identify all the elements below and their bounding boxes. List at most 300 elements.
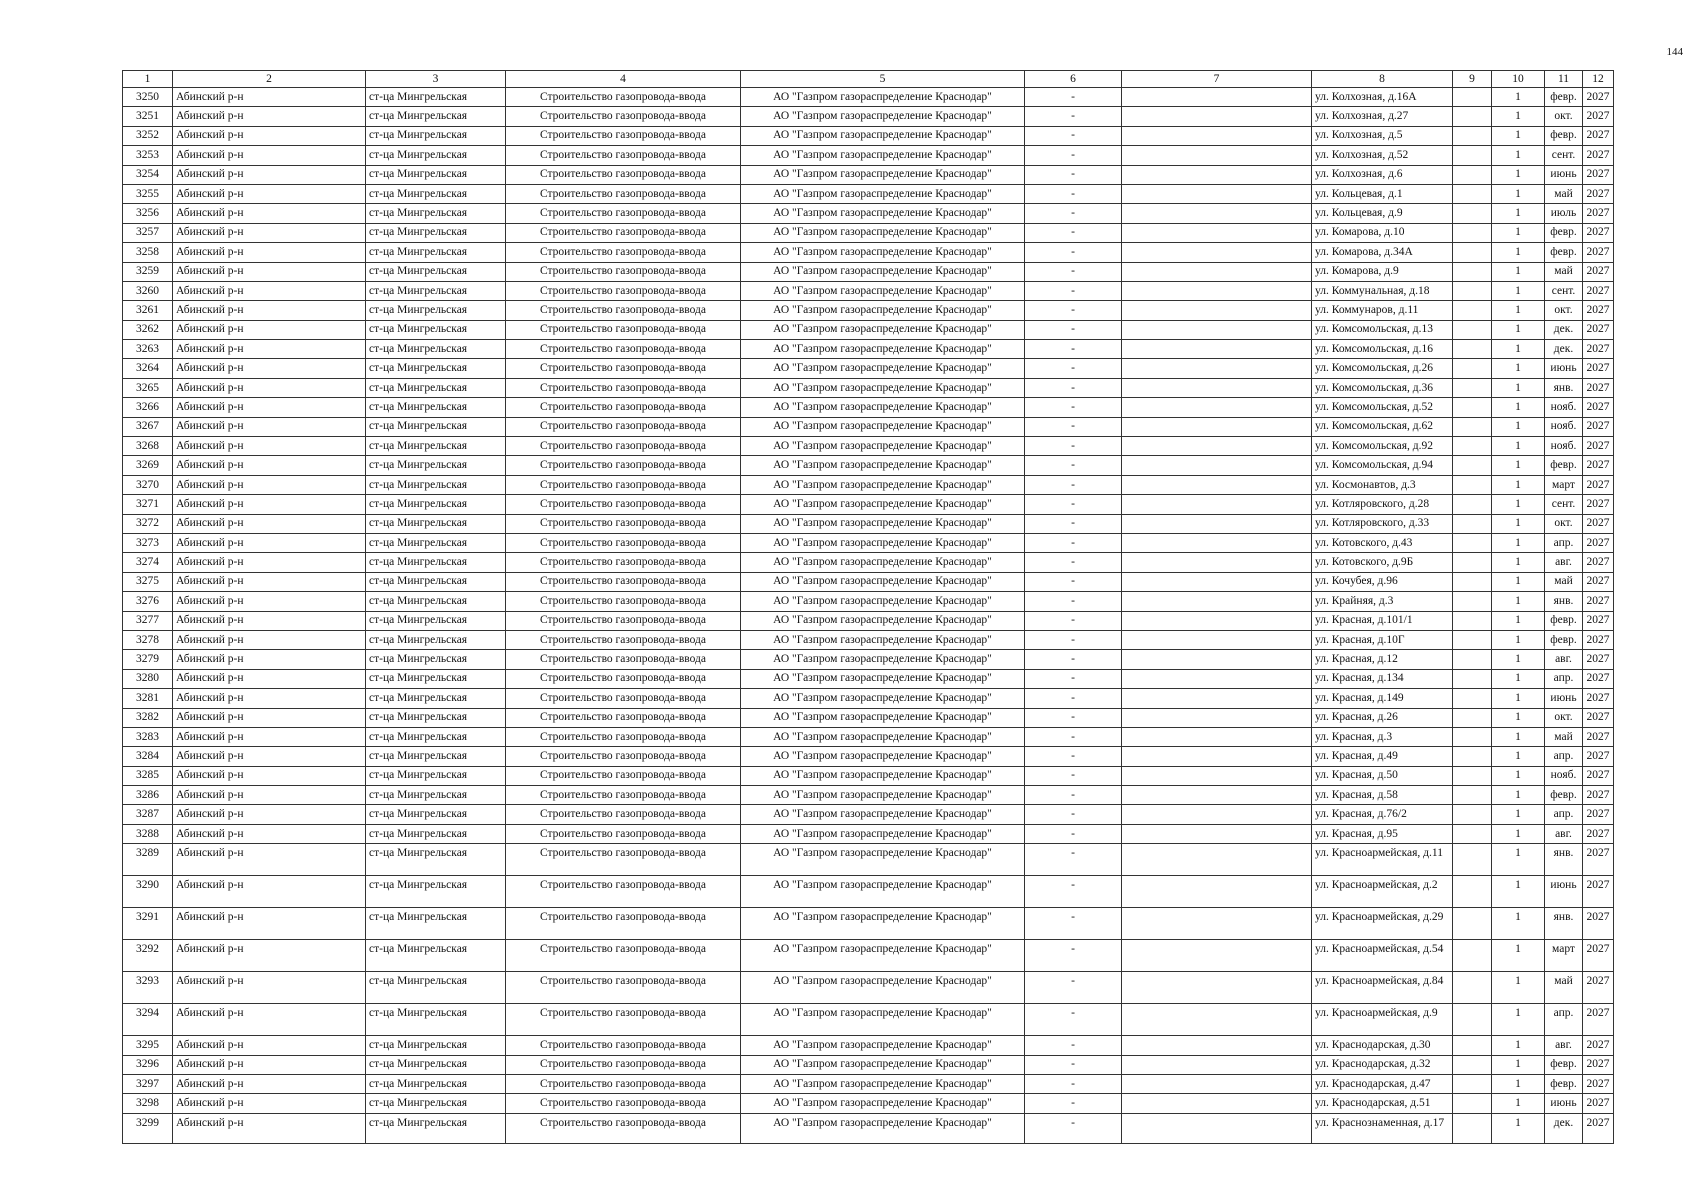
district-cell: Абинский р-н (173, 908, 366, 940)
year-cell: 2027 (1583, 243, 1614, 262)
district-cell: Абинский р-н (173, 1094, 366, 1113)
column-9-cell (1453, 223, 1492, 242)
table-row (123, 1113, 1614, 1143)
work-type-cell: Строительство газопровода-ввода (506, 669, 741, 688)
settlement-cell: ст-ца Мингрельская (366, 456, 506, 475)
address-cell: ул. Комсомольская, д.52 (1312, 398, 1453, 417)
settlement-cell: ст-ца Мингрельская (366, 611, 506, 630)
address-cell: ул. Котляровского, д.33 (1312, 514, 1453, 533)
district-cell: Абинский р-н (173, 844, 366, 876)
column-header: 3 (366, 71, 506, 88)
quantity-cell: 1 (1492, 940, 1545, 972)
district-cell: Абинский р-н (173, 243, 366, 262)
year-cell: 2027 (1583, 908, 1614, 940)
column-9-cell (1453, 572, 1492, 591)
district-cell: Абинский р-н (173, 398, 366, 417)
year-cell: 2027 (1583, 301, 1614, 320)
column-9-cell (1453, 1113, 1492, 1143)
column-7-cell (1122, 747, 1312, 766)
address-cell: ул. Коммунаров, д.11 (1312, 301, 1453, 320)
quantity-cell: 1 (1492, 708, 1545, 727)
table-row (123, 592, 1614, 611)
column-6-cell: - (1025, 340, 1122, 359)
settlement-cell: ст-ца Мингрельская (366, 378, 506, 397)
column-7-cell (1122, 708, 1312, 727)
quantity-cell: 1 (1492, 689, 1545, 708)
work-type-cell: Строительство газопровода-ввода (506, 165, 741, 184)
district-cell: Абинский р-н (173, 805, 366, 824)
column-7-cell (1122, 1004, 1312, 1036)
column-6-cell: - (1025, 727, 1122, 746)
column-9-cell (1453, 630, 1492, 649)
year-cell: 2027 (1583, 184, 1614, 203)
settlement-cell: ст-ца Мингрельская (366, 747, 506, 766)
district-cell: Абинский р-н (173, 592, 366, 611)
quantity-cell: 1 (1492, 184, 1545, 203)
work-type-cell: Строительство газопровода-ввода (506, 786, 741, 805)
column-header: 9 (1453, 71, 1492, 88)
year-cell: 2027 (1583, 281, 1614, 300)
column-9-cell (1453, 650, 1492, 669)
row-number-cell: 3256 (123, 204, 173, 223)
year-cell: 2027 (1583, 611, 1614, 630)
column-header: 4 (506, 71, 741, 88)
district-cell: Абинский р-н (173, 223, 366, 242)
organization-cell: АО "Газпром газораспределение Краснодар" (741, 204, 1025, 223)
quantity-cell: 1 (1492, 592, 1545, 611)
month-cell: май (1545, 727, 1583, 746)
organization-cell: АО "Газпром газораспределение Краснодар" (741, 223, 1025, 242)
address-cell: ул. Красноармейская, д.9 (1312, 1004, 1453, 1036)
district-cell: Абинский р-н (173, 184, 366, 203)
month-cell: июнь (1545, 689, 1583, 708)
address-cell: ул. Красная, д.50 (1312, 766, 1453, 785)
organization-cell: АО "Газпром газораспределение Краснодар" (741, 417, 1025, 436)
quantity-cell: 1 (1492, 727, 1545, 746)
table-row (123, 844, 1614, 876)
month-cell: март (1545, 475, 1583, 494)
year-cell: 2027 (1583, 417, 1614, 436)
settlement-cell: ст-ца Мингрельская (366, 650, 506, 669)
column-7-cell (1122, 805, 1312, 824)
table-row (123, 456, 1614, 475)
column-9-cell (1453, 1004, 1492, 1036)
month-cell: окт. (1545, 708, 1583, 727)
row-number-cell: 3251 (123, 107, 173, 126)
column-9-cell (1453, 417, 1492, 436)
quantity-cell: 1 (1492, 146, 1545, 165)
work-type-cell: Строительство газопровода-ввода (506, 1004, 741, 1036)
column-9-cell (1453, 456, 1492, 475)
year-cell: 2027 (1583, 805, 1614, 824)
column-9-cell (1453, 398, 1492, 417)
work-type-cell: Строительство газопровода-ввода (506, 689, 741, 708)
row-number-cell: 3263 (123, 340, 173, 359)
column-7-cell (1122, 592, 1312, 611)
column-9-cell (1453, 165, 1492, 184)
work-type-cell: Строительство газопровода-ввода (506, 766, 741, 785)
column-6-cell: - (1025, 495, 1122, 514)
column-7-cell (1122, 126, 1312, 145)
organization-cell: АО "Газпром газораспределение Краснодар" (741, 630, 1025, 649)
district-cell: Абинский р-н (173, 204, 366, 223)
settlement-cell: ст-ца Мингрельская (366, 359, 506, 378)
year-cell: 2027 (1583, 146, 1614, 165)
row-number-cell: 3264 (123, 359, 173, 378)
address-cell: ул. Красная, д.3 (1312, 727, 1453, 746)
settlement-cell: ст-ца Мингрельская (366, 824, 506, 843)
year-cell: 2027 (1583, 972, 1614, 1004)
settlement-cell: ст-ца Мингрельская (366, 398, 506, 417)
organization-cell: АО "Газпром газораспределение Краснодар" (741, 340, 1025, 359)
address-cell: ул. Комарова, д.9 (1312, 262, 1453, 281)
register-table (122, 70, 1614, 1144)
address-cell: ул. Красноармейская, д.84 (1312, 972, 1453, 1004)
district-cell: Абинский р-н (173, 1075, 366, 1094)
year-cell: 2027 (1583, 727, 1614, 746)
quantity-cell: 1 (1492, 1075, 1545, 1094)
column-7-cell (1122, 1113, 1312, 1143)
column-7-cell (1122, 940, 1312, 972)
work-type-cell: Строительство газопровода-ввода (506, 456, 741, 475)
month-cell: апр. (1545, 533, 1583, 552)
column-6-cell: - (1025, 320, 1122, 339)
district-cell: Абинский р-н (173, 378, 366, 397)
settlement-cell: ст-ца Мингрельская (366, 876, 506, 908)
year-cell: 2027 (1583, 359, 1614, 378)
month-cell: май (1545, 972, 1583, 1004)
month-cell: февр. (1545, 1075, 1583, 1094)
column-9-cell (1453, 708, 1492, 727)
work-type-cell: Строительство газопровода-ввода (506, 262, 741, 281)
work-type-cell: Строительство газопровода-ввода (506, 475, 741, 494)
column-6-cell: - (1025, 88, 1122, 107)
work-type-cell: Строительство газопровода-ввода (506, 437, 741, 456)
table-row (123, 533, 1614, 552)
address-cell: ул. Красноармейская, д.54 (1312, 940, 1453, 972)
quantity-cell: 1 (1492, 378, 1545, 397)
district-cell: Абинский р-н (173, 320, 366, 339)
month-cell: дек. (1545, 1113, 1583, 1143)
month-cell: февр. (1545, 88, 1583, 107)
work-type-cell: Строительство газопровода-ввода (506, 223, 741, 242)
column-7-cell (1122, 281, 1312, 300)
table-row (123, 727, 1614, 746)
address-cell: ул. Красная, д.101/1 (1312, 611, 1453, 630)
row-number-cell: 3253 (123, 146, 173, 165)
month-cell: май (1545, 572, 1583, 591)
column-6-cell: - (1025, 611, 1122, 630)
column-7-cell (1122, 495, 1312, 514)
column-7-cell (1122, 88, 1312, 107)
table-row (123, 359, 1614, 378)
year-cell: 2027 (1583, 456, 1614, 475)
month-cell: июнь (1545, 1094, 1583, 1113)
quantity-cell: 1 (1492, 630, 1545, 649)
organization-cell: АО "Газпром газораспределение Краснодар" (741, 876, 1025, 908)
district-cell: Абинский р-н (173, 650, 366, 669)
address-cell: ул. Колхозная, д.52 (1312, 146, 1453, 165)
settlement-cell: ст-ца Мингрельская (366, 805, 506, 824)
month-cell: нояб. (1545, 766, 1583, 785)
row-number-cell: 3274 (123, 553, 173, 572)
row-number-cell: 3275 (123, 572, 173, 591)
column-7-cell (1122, 320, 1312, 339)
district-cell: Абинский р-н (173, 281, 366, 300)
column-9-cell (1453, 592, 1492, 611)
quantity-cell: 1 (1492, 514, 1545, 533)
column-header: 12 (1583, 71, 1614, 88)
work-type-cell: Строительство газопровода-ввода (506, 572, 741, 591)
row-number-cell: 3254 (123, 165, 173, 184)
row-number-cell: 3287 (123, 805, 173, 824)
table-row (123, 630, 1614, 649)
address-cell: ул. Красная, д.12 (1312, 650, 1453, 669)
address-cell: ул. Краснодарская, д.32 (1312, 1055, 1453, 1074)
settlement-cell: ст-ца Мингрельская (366, 1094, 506, 1113)
column-9-cell (1453, 281, 1492, 300)
work-type-cell: Строительство газопровода-ввода (506, 844, 741, 876)
table-row (123, 1036, 1614, 1055)
settlement-cell: ст-ца Мингрельская (366, 495, 506, 514)
year-cell: 2027 (1583, 553, 1614, 572)
column-7-cell (1122, 398, 1312, 417)
quantity-cell: 1 (1492, 88, 1545, 107)
column-9-cell (1453, 747, 1492, 766)
column-6-cell: - (1025, 223, 1122, 242)
settlement-cell: ст-ца Мингрельская (366, 592, 506, 611)
month-cell: июнь (1545, 165, 1583, 184)
column-7-cell (1122, 243, 1312, 262)
address-cell: ул. Коммунальная, д.18 (1312, 281, 1453, 300)
work-type-cell: Строительство газопровода-ввода (506, 88, 741, 107)
settlement-cell: ст-ца Мингрельская (366, 340, 506, 359)
column-7-cell (1122, 107, 1312, 126)
address-cell: ул. Комсомольская, д.62 (1312, 417, 1453, 436)
organization-cell: АО "Газпром газораспределение Краснодар" (741, 572, 1025, 591)
settlement-cell: ст-ца Мингрельская (366, 689, 506, 708)
table-row (123, 281, 1614, 300)
column-6-cell: - (1025, 1004, 1122, 1036)
column-6-cell: - (1025, 940, 1122, 972)
table-row (123, 437, 1614, 456)
month-cell: нояб. (1545, 437, 1583, 456)
district-cell: Абинский р-н (173, 972, 366, 1004)
row-number-cell: 3255 (123, 184, 173, 203)
column-6-cell: - (1025, 689, 1122, 708)
work-type-cell: Строительство газопровода-ввода (506, 146, 741, 165)
quantity-cell: 1 (1492, 1055, 1545, 1074)
row-number-cell: 3294 (123, 1004, 173, 1036)
column-7-cell (1122, 184, 1312, 203)
table-row (123, 417, 1614, 436)
address-cell: ул. Красная, д.10Г (1312, 630, 1453, 649)
settlement-cell: ст-ца Мингрельская (366, 262, 506, 281)
column-7-cell (1122, 378, 1312, 397)
year-cell: 2027 (1583, 572, 1614, 591)
column-7-cell (1122, 146, 1312, 165)
organization-cell: АО "Газпром газораспределение Краснодар" (741, 972, 1025, 1004)
column-6-cell: - (1025, 786, 1122, 805)
column-6-cell: - (1025, 243, 1122, 262)
column-6-cell: - (1025, 281, 1122, 300)
district-cell: Абинский р-н (173, 747, 366, 766)
year-cell: 2027 (1583, 165, 1614, 184)
table-row (123, 88, 1614, 107)
column-7-cell (1122, 437, 1312, 456)
quantity-cell: 1 (1492, 747, 1545, 766)
settlement-cell: ст-ца Мингрельская (366, 708, 506, 727)
work-type-cell: Строительство газопровода-ввода (506, 553, 741, 572)
column-6-cell: - (1025, 184, 1122, 203)
quantity-cell: 1 (1492, 553, 1545, 572)
column-9-cell (1453, 844, 1492, 876)
address-cell: ул. Колхозная, д.6 (1312, 165, 1453, 184)
quantity-cell: 1 (1492, 1094, 1545, 1113)
organization-cell: АО "Газпром газораспределение Краснодар" (741, 262, 1025, 281)
month-cell: апр. (1545, 669, 1583, 688)
column-header: 7 (1122, 71, 1312, 88)
table-row (123, 766, 1614, 785)
address-cell: ул. Красная, д.149 (1312, 689, 1453, 708)
column-6-cell: - (1025, 475, 1122, 494)
row-number-cell: 3293 (123, 972, 173, 1004)
address-cell: ул. Краснодарская, д.30 (1312, 1036, 1453, 1055)
work-type-cell: Строительство газопровода-ввода (506, 417, 741, 436)
year-cell: 2027 (1583, 669, 1614, 688)
column-6-cell: - (1025, 824, 1122, 843)
organization-cell: АО "Газпром газораспределение Краснодар" (741, 514, 1025, 533)
district-cell: Абинский р-н (173, 1036, 366, 1055)
work-type-cell: Строительство газопровода-ввода (506, 495, 741, 514)
organization-cell: АО "Газпром газораспределение Краснодар" (741, 727, 1025, 746)
column-6-cell: - (1025, 1075, 1122, 1094)
address-cell: ул. Красная, д.58 (1312, 786, 1453, 805)
year-cell: 2027 (1583, 223, 1614, 242)
column-9-cell (1453, 204, 1492, 223)
district-cell: Абинский р-н (173, 417, 366, 436)
district-cell: Абинский р-н (173, 727, 366, 746)
work-type-cell: Строительство газопровода-ввода (506, 184, 741, 203)
column-6-cell: - (1025, 456, 1122, 475)
settlement-cell: ст-ца Мингрельская (366, 630, 506, 649)
quantity-cell: 1 (1492, 243, 1545, 262)
column-7-cell (1122, 301, 1312, 320)
district-cell: Абинский р-н (173, 146, 366, 165)
organization-cell: АО "Газпром газораспределение Краснодар" (741, 689, 1025, 708)
year-cell: 2027 (1583, 1055, 1614, 1074)
settlement-cell: ст-ца Мингрельская (366, 320, 506, 339)
column-7-cell (1122, 650, 1312, 669)
district-cell: Абинский р-н (173, 88, 366, 107)
organization-cell: АО "Газпром газораспределение Краснодар" (741, 88, 1025, 107)
column-6-cell: - (1025, 766, 1122, 785)
month-cell: февр. (1545, 456, 1583, 475)
column-9-cell (1453, 908, 1492, 940)
row-number-cell: 3295 (123, 1036, 173, 1055)
row-number-cell: 3267 (123, 417, 173, 436)
settlement-cell: ст-ца Мингрельская (366, 669, 506, 688)
row-number-cell: 3297 (123, 1075, 173, 1094)
district-cell: Абинский р-н (173, 1004, 366, 1036)
settlement-cell: ст-ца Мингрельская (366, 1036, 506, 1055)
month-cell: авг. (1545, 650, 1583, 669)
settlement-cell: ст-ца Мингрельская (366, 844, 506, 876)
quantity-cell: 1 (1492, 669, 1545, 688)
year-cell: 2027 (1583, 630, 1614, 649)
district-cell: Абинский р-н (173, 165, 366, 184)
settlement-cell: ст-ца Мингрельская (366, 908, 506, 940)
year-cell: 2027 (1583, 1094, 1614, 1113)
quantity-cell: 1 (1492, 301, 1545, 320)
settlement-cell: ст-ца Мингрельская (366, 1055, 506, 1074)
month-cell: сент. (1545, 495, 1583, 514)
district-cell: Абинский р-н (173, 107, 366, 126)
column-9-cell (1453, 359, 1492, 378)
organization-cell: АО "Газпром газораспределение Краснодар" (741, 1004, 1025, 1036)
quantity-cell: 1 (1492, 359, 1545, 378)
table-row (123, 514, 1614, 533)
address-cell: ул. Комсомольская, д.16 (1312, 340, 1453, 359)
column-7-cell (1122, 727, 1312, 746)
row-number-cell: 3288 (123, 824, 173, 843)
row-number-cell: 3290 (123, 876, 173, 908)
organization-cell: АО "Газпром газораспределение Краснодар" (741, 1036, 1025, 1055)
page-number: 144 (1666, 46, 1683, 58)
address-cell: ул. Комсомольская, д.92 (1312, 437, 1453, 456)
settlement-cell: ст-ца Мингрельская (366, 88, 506, 107)
quantity-cell: 1 (1492, 805, 1545, 824)
district-cell: Абинский р-н (173, 876, 366, 908)
column-7-cell (1122, 572, 1312, 591)
row-number-cell: 3296 (123, 1055, 173, 1074)
row-number-cell: 3271 (123, 495, 173, 514)
column-9-cell (1453, 475, 1492, 494)
column-9-cell (1453, 940, 1492, 972)
quantity-cell: 1 (1492, 844, 1545, 876)
row-number-cell: 3250 (123, 88, 173, 107)
year-cell: 2027 (1583, 495, 1614, 514)
month-cell: февр. (1545, 126, 1583, 145)
settlement-cell: ст-ца Мингрельская (366, 766, 506, 785)
quantity-cell: 1 (1492, 766, 1545, 785)
table-row (123, 243, 1614, 262)
column-7-cell (1122, 204, 1312, 223)
year-cell: 2027 (1583, 1004, 1614, 1036)
year-cell: 2027 (1583, 514, 1614, 533)
table-row (123, 378, 1614, 397)
address-cell: ул. Комсомольская, д.13 (1312, 320, 1453, 339)
district-cell: Абинский р-н (173, 611, 366, 630)
district-cell: Абинский р-н (173, 475, 366, 494)
row-number-cell: 3259 (123, 262, 173, 281)
organization-cell: АО "Газпром газораспределение Краснодар" (741, 786, 1025, 805)
work-type-cell: Строительство газопровода-ввода (506, 514, 741, 533)
month-cell: сент. (1545, 146, 1583, 165)
column-6-cell: - (1025, 1094, 1122, 1113)
year-cell: 2027 (1583, 378, 1614, 397)
column-6-cell: - (1025, 805, 1122, 824)
organization-cell: АО "Газпром газораспределение Краснодар" (741, 281, 1025, 300)
table-row (123, 1094, 1614, 1113)
quantity-cell: 1 (1492, 204, 1545, 223)
organization-cell: АО "Газпром газораспределение Краснодар" (741, 398, 1025, 417)
column-9-cell (1453, 805, 1492, 824)
address-cell: ул. Котовского, д.9Б (1312, 553, 1453, 572)
settlement-cell: ст-ца Мингрельская (366, 301, 506, 320)
settlement-cell: ст-ца Мингрельская (366, 514, 506, 533)
column-9-cell (1453, 766, 1492, 785)
